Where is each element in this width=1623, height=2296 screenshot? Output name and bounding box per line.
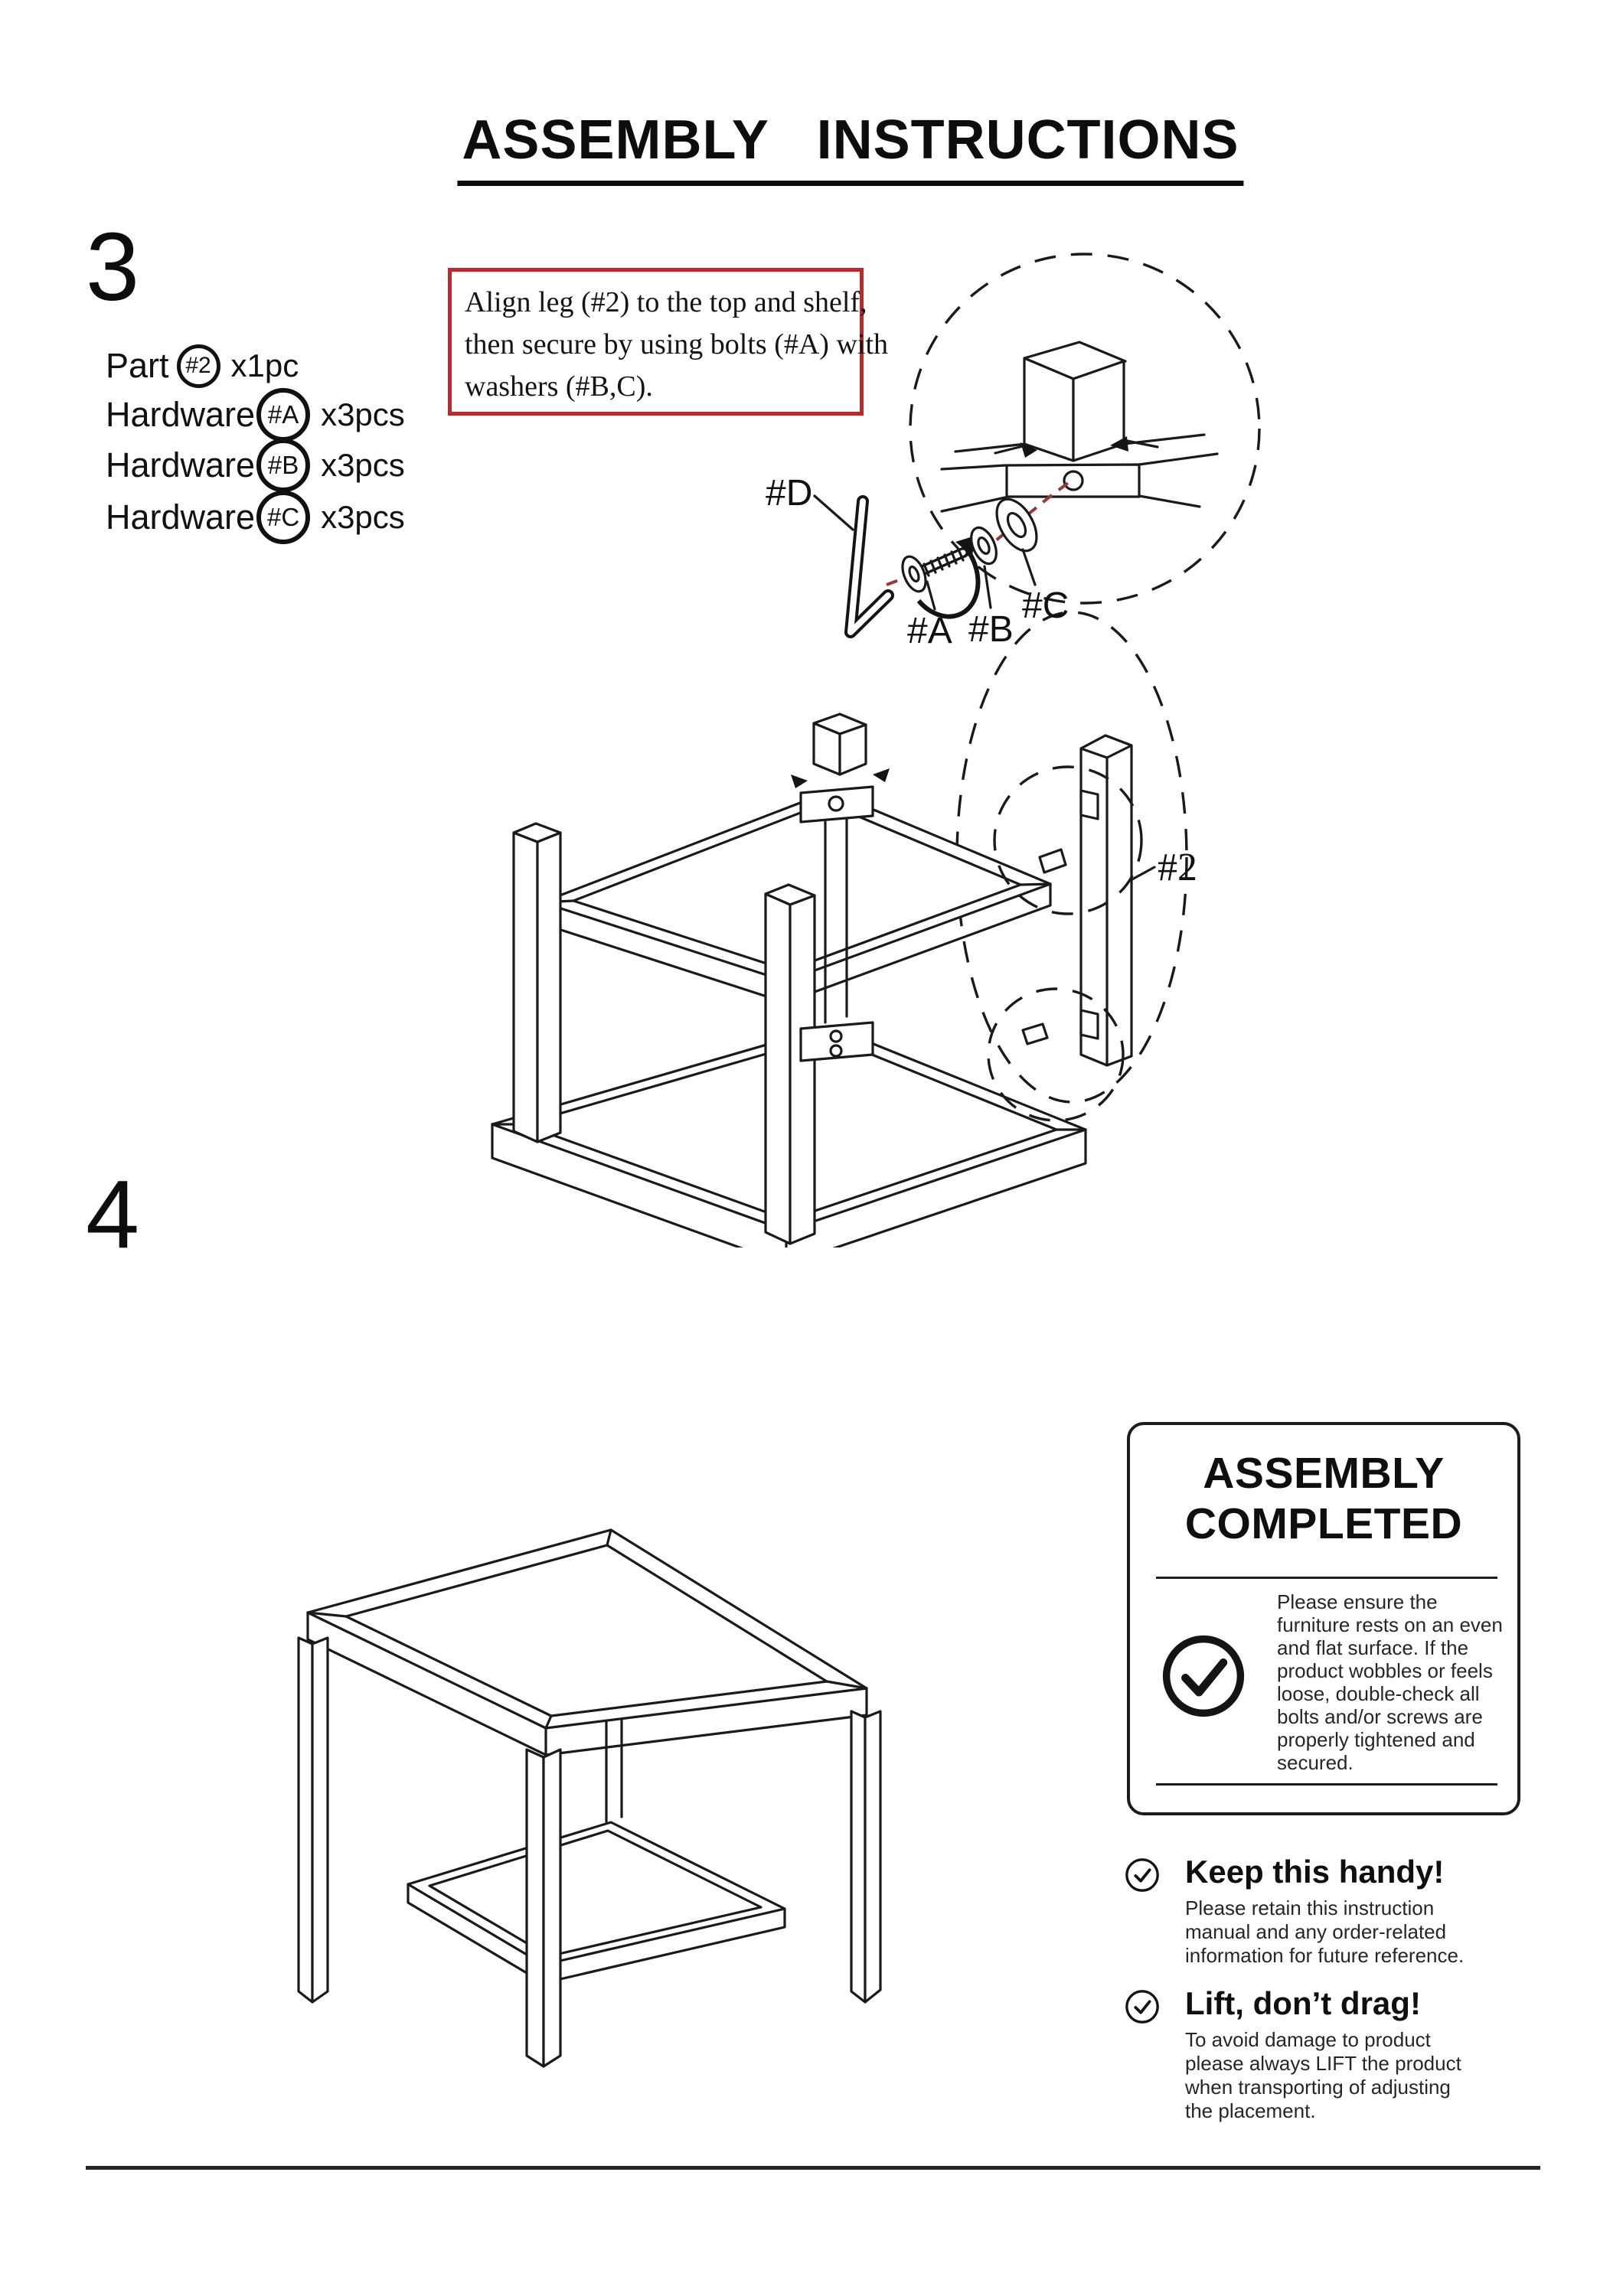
completed-title: [1130, 1448, 1517, 1549]
mount-notch: [1040, 850, 1066, 872]
table-leg: [527, 1750, 560, 2066]
leg-part: [1081, 735, 1132, 1065]
note-heading: Lift, don’t drag!: [1185, 1985, 1421, 2021]
leg-block: [1024, 342, 1125, 461]
divider: [1156, 1577, 1497, 1579]
instruction-line: washers (#B,C).: [465, 370, 653, 403]
assembly-completed-box: [1127, 1422, 1520, 1815]
label-leg: #2: [1158, 846, 1197, 889]
arrow-icon: [873, 768, 890, 782]
part-label: Hardware: [106, 445, 256, 484]
part-badge: #B: [256, 439, 310, 492]
part-label: Part: [106, 346, 169, 385]
check-circle-icon: [1158, 1631, 1249, 1721]
part-qty: x3pcs: [321, 447, 405, 483]
mount-notch: [1023, 1024, 1047, 1044]
tabletop: [308, 1530, 867, 1728]
bolt: [898, 536, 978, 617]
part-row: [106, 343, 299, 389]
note-heading: Keep this handy!: [1185, 1854, 1445, 1890]
check-circle-icon: [1124, 1857, 1161, 1893]
instruction-line: then secure by using bolts (#A) with: [465, 328, 889, 360]
table-leg: [766, 885, 815, 1244]
page-title: ASSEMBLY INSTRUCTIONS: [457, 109, 1243, 186]
part-badge: #C: [256, 491, 310, 544]
part-badge: #2: [177, 344, 220, 388]
step-4-number: 4: [86, 1160, 140, 1268]
finished-table: [299, 1530, 880, 2066]
washer-large: [988, 492, 1044, 557]
part-qty: x3pcs: [321, 499, 405, 535]
divider: [1156, 1783, 1497, 1786]
shelf: [408, 1822, 785, 1965]
step-3-number: 3: [86, 213, 140, 321]
part-qty: x1pc: [230, 347, 299, 383]
label-bolt: #A: [907, 611, 952, 651]
arrow-icon: [791, 775, 808, 788]
table-leg: [851, 1711, 880, 2002]
note-body: Please retain this instruction manual and any order-related information for future reference.: [1185, 1896, 1465, 1967]
bolt-hole: [1064, 471, 1083, 490]
leg-notch: [1081, 791, 1098, 819]
label-tool: #D: [766, 473, 813, 514]
part-row: [106, 392, 405, 438]
label-washer-small: #B: [968, 609, 1014, 650]
table-leg: [514, 823, 560, 1142]
check-circle-icon: [1124, 1988, 1161, 2025]
leg-block: [814, 714, 866, 775]
step-3-diagram: [459, 253, 1301, 1247]
zoom-link-ellipse: [957, 612, 1187, 1102]
part-qty: x3pcs: [321, 396, 405, 432]
part-row: [106, 494, 405, 540]
part-row: [106, 442, 405, 488]
step-4-diagram: [260, 1508, 888, 2105]
instruction-line: Align leg (#2) to the top and shelf,: [465, 286, 867, 318]
part-badge: #A: [256, 388, 310, 442]
table-assembly: [492, 714, 1086, 1247]
label-washer-large: #C: [1022, 585, 1069, 626]
table-leg: [299, 1638, 328, 2002]
completed-title-line: COMPLETED: [1184, 1499, 1463, 1548]
part-label: Hardware: [106, 395, 256, 434]
completed-body: Please ensure the furniture rests on an even and flat surface. If the product wobbles or feels loose, double-check all bolts and/or screws are properly tightened and secured.: [1277, 1590, 1503, 1774]
footer-divider: [86, 2166, 1540, 2170]
part-label: Hardware: [106, 497, 256, 536]
leg-notch: [1081, 1010, 1098, 1039]
allen-key: [851, 501, 888, 632]
note-body: To avoid damage to product please always LIFT the product when transporting of adjusting the placement.: [1185, 2028, 1461, 2122]
completed-title-line: ASSEMBLY: [1203, 1449, 1445, 1498]
